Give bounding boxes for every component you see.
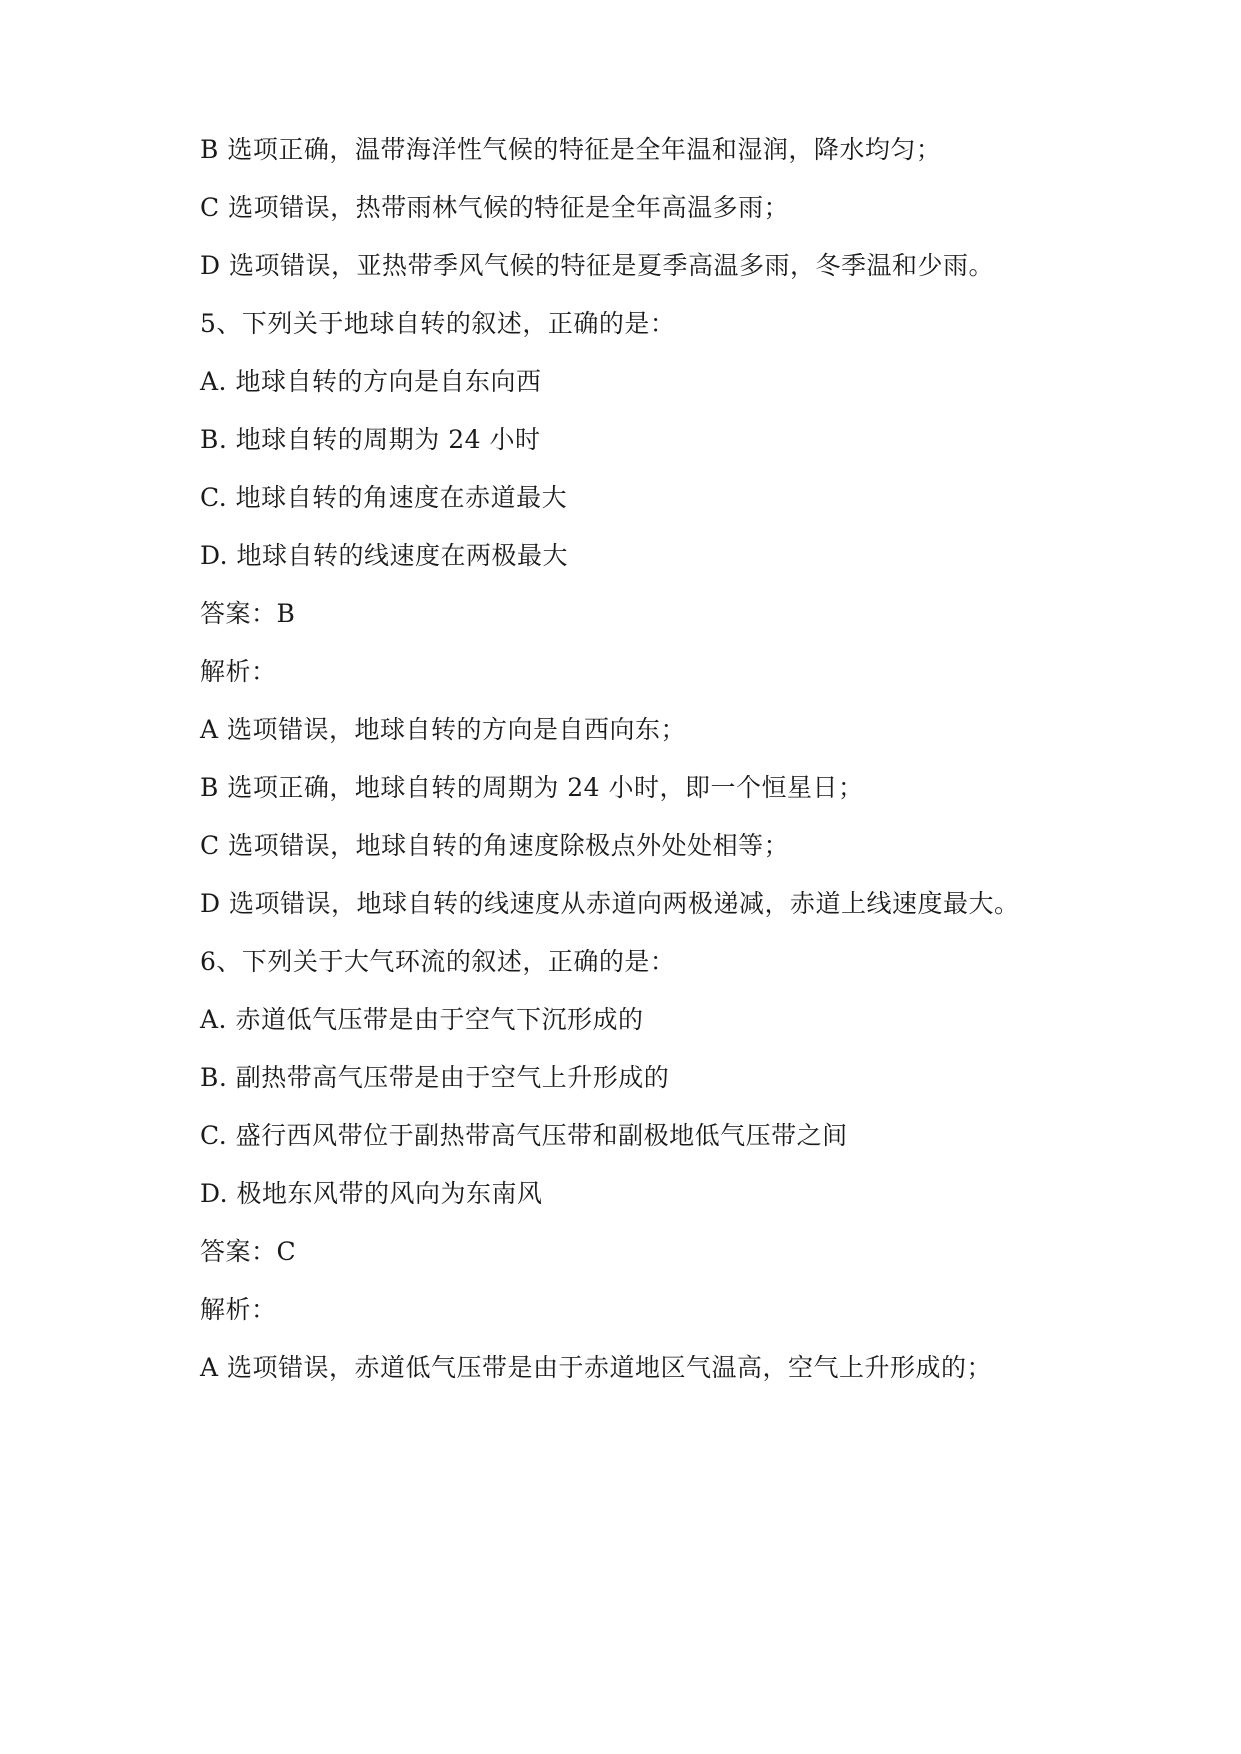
question-6-analysis-label: 解析： bbox=[200, 1295, 277, 1324]
question-5-analysis-c: C 选项错误，地球自转的角速度除极点外处处相等； bbox=[200, 831, 790, 860]
question-6-option-b: B. 副热带高气压带是由于空气上升形成的 bbox=[200, 1063, 670, 1092]
question-6-option-c: C. 盛行西风带位于副热带高气压带和副极地低气压带之间 bbox=[200, 1121, 848, 1150]
question-5-option-a: A. 地球自转的方向是自东向西 bbox=[200, 367, 542, 396]
question-5-stem: 5、下列关于地球自转的叙述，正确的是： bbox=[200, 309, 676, 338]
question-5-answer: 答案：B bbox=[200, 599, 296, 628]
explanation-line-c-wrong: C 选项错误，热带雨林气候的特征是全年高温多雨； bbox=[200, 193, 790, 222]
question-5-analysis-b: B 选项正确，地球自转的周期为 24 小时，即一个恒星日； bbox=[200, 773, 864, 802]
question-6-option-a: A. 赤道低气压带是由于空气下沉形成的 bbox=[200, 1005, 644, 1034]
question-5-analysis-a: A 选项错误，地球自转的方向是自西向东； bbox=[200, 715, 687, 744]
question-6-answer: 答案：C bbox=[200, 1237, 297, 1266]
question-6-option-d: D. 极地东风带的风向为东南风 bbox=[200, 1179, 543, 1208]
explanation-line-d-wrong: D 选项错误，亚热带季风气候的特征是夏季高温多雨，冬季温和少雨。 bbox=[200, 251, 994, 280]
question-5-analysis-d: D 选项错误，地球自转的线速度从赤道向两极递减，赤道上线速度最大。 bbox=[200, 889, 1020, 918]
question-6-stem: 6、下列关于大气环流的叙述，正确的是： bbox=[200, 947, 676, 976]
explanation-line-b-correct: B 选项正确，温带海洋性气候的特征是全年温和湿润，降水均匀； bbox=[200, 135, 942, 164]
question-5-option-c: C. 地球自转的角速度在赤道最大 bbox=[200, 483, 568, 512]
question-5-option-d: D. 地球自转的线速度在两极最大 bbox=[200, 541, 569, 570]
question-5-option-b: B. 地球自转的周期为 24 小时 bbox=[200, 425, 541, 454]
question-6-analysis-a: A 选项错误，赤道低气压带是由于赤道地区气温高，空气上升形成的； bbox=[200, 1353, 993, 1382]
question-5-analysis-label: 解析： bbox=[200, 657, 277, 686]
